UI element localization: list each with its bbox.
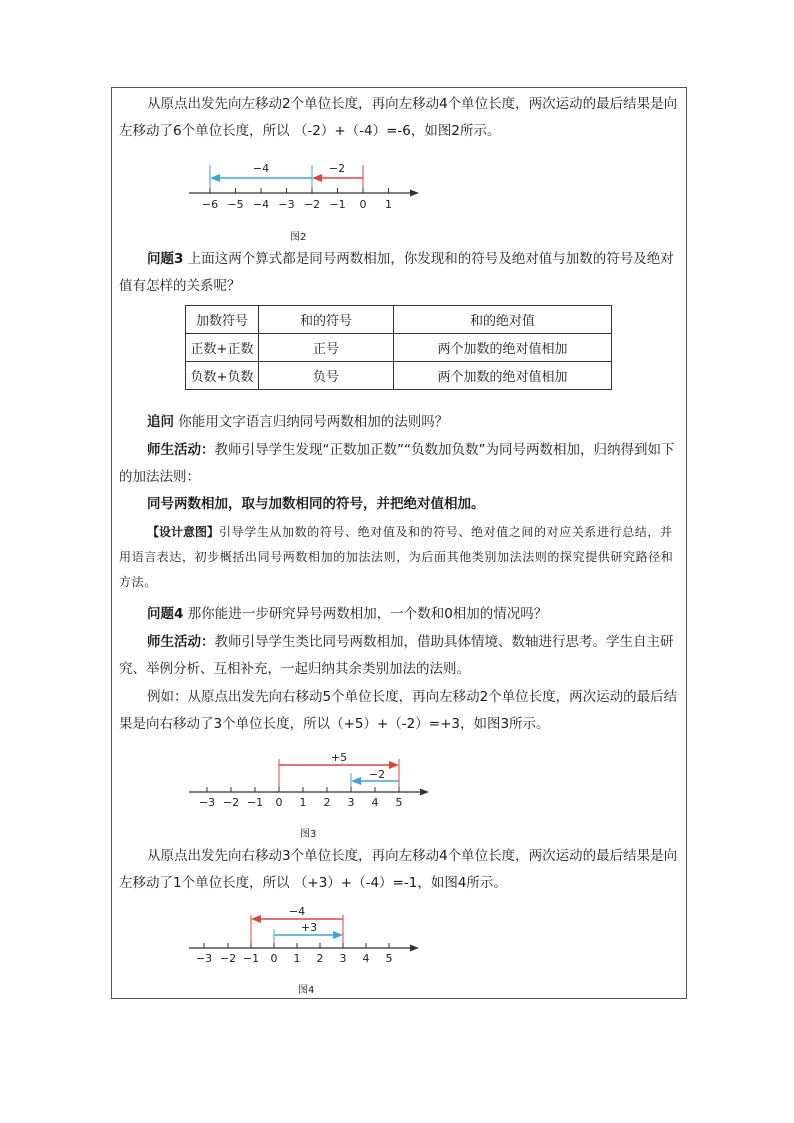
tick-label: 4	[371, 796, 379, 809]
follow-up-label: 追问	[147, 414, 174, 430]
tick-label: 1	[299, 796, 307, 809]
paragraph-fig2-intro: 从原点出发先向左移动2个单位长度，再向左移动4个单位长度，两次运动的最后结果是向左移动了6个单位长度，所以 （-2）+（-4）=-6，如图2所示。	[119, 96, 678, 139]
table-header: 和的绝对值	[394, 306, 612, 334]
activity-2-label: 师生活动：	[147, 634, 215, 650]
arrow-label: −2	[368, 768, 386, 781]
question-4-text: 那你能进一步研究异号两数相加，一个数和0相加的情况吗？	[183, 606, 548, 622]
arrow-minus-4-head	[251, 915, 261, 923]
tick-label: 3	[339, 952, 347, 965]
arrow-label: −4	[252, 162, 270, 175]
axis-arrowhead	[420, 789, 429, 796]
tick-label: 5	[395, 796, 403, 809]
tick-label: −3	[198, 796, 216, 809]
tick-label: 2	[323, 796, 331, 809]
tick-label: 1	[385, 198, 392, 211]
table-cell: 正数+正数	[186, 334, 259, 362]
tick-label: −5	[227, 198, 244, 211]
figure-2-number-line	[185, 152, 425, 217]
design-intent	[119, 520, 679, 595]
tick-label: −3	[195, 952, 213, 965]
figure-3-caption: 图3	[300, 829, 317, 840]
tick-label: 0	[275, 796, 283, 809]
activity-label: 师生活动：	[147, 442, 215, 458]
question-3-label: 问题3	[147, 251, 184, 267]
question-3-text: 上面这两个算式都是同号两数相加，你发现和的符号及绝对值与加数的符号及绝对值有怎样的关系呢？	[119, 251, 674, 294]
arrow-minus-2-head	[351, 777, 361, 785]
teacher-student-activity	[119, 437, 679, 491]
design-intent-label: 【设计意图】	[147, 525, 220, 539]
tick-label: 4	[362, 952, 370, 965]
tick-label: −1	[329, 198, 346, 211]
table-row	[186, 334, 612, 362]
tick-label: −3	[278, 198, 295, 211]
table-row	[186, 362, 612, 390]
arrow-plus-5-head	[389, 761, 399, 769]
question-4	[119, 601, 679, 628]
design-intent-text: 引导学生从加数的符号、绝对值及和的符号、绝对值之间的对应关系进行总结，并用语言表达，初步概括出同号两数相加的加法法则，为后面其他类别加法法则的探究提供研究路径和方法。	[119, 525, 674, 589]
arrow-label: −2	[328, 162, 346, 175]
tick-label: −1	[242, 952, 260, 965]
activity-text: 教师引导学生发现“正数加正数”“负数加负数”为同号两数相加，归纳得到如下的加法法则：	[119, 442, 675, 485]
arrow-label: −4	[288, 905, 306, 918]
follow-up-text: 你能用文字语言归纳同号两数相加的法则吗？	[174, 414, 449, 430]
table-cell: 正号	[259, 334, 394, 362]
tick-label: 0	[270, 952, 278, 965]
question-4-label: 问题4	[147, 606, 184, 622]
question-3	[119, 246, 679, 300]
axis-arrowhead	[410, 190, 419, 197]
tick-label: −2	[222, 796, 240, 809]
addition-rule: 同号两数相加，取与加数相同的符号，并把绝对值相加。	[147, 496, 485, 512]
figure-4-caption: 图4	[298, 985, 315, 996]
table-cell: 两个加数的绝对值相加	[394, 362, 612, 390]
teacher-student-activity-2	[119, 629, 679, 683]
tick-label: 0	[359, 198, 367, 211]
arrow-minus-4-head	[210, 174, 220, 182]
tick-label: −2	[219, 952, 237, 965]
tick-label: 3	[347, 796, 355, 809]
sign-summary-table	[185, 305, 612, 390]
tick-marks	[210, 188, 389, 193]
activity-2-text: 教师引导学生类比同号两数相加，借助具体情境、数轴进行思考。学生自主研究、举例分析、互相补充，一起归纳其余类别加法的法则。	[119, 634, 674, 677]
arrow-label: +3	[300, 921, 318, 934]
tick-label: −2	[303, 198, 321, 211]
axis-arrowhead	[410, 945, 419, 952]
tick-label: 2	[316, 952, 324, 965]
example-paragraph: 例如：从原点出发先向右移动5个单位长度，再向左移动2个单位长度，两次运动的最后结果是向右移动了3个单位长度，所以（+5）+（-2）=+3，如图3所示。	[119, 689, 678, 732]
arrow-label: +5	[330, 751, 348, 764]
table-header: 和的符号	[259, 306, 394, 334]
arrow-plus-3-head	[333, 931, 343, 939]
tick-label: −4	[252, 198, 270, 211]
tick-label: 5	[385, 952, 393, 965]
table-header: 加数符号	[186, 306, 259, 334]
table-header-row	[186, 306, 612, 334]
arrow-minus-2-head	[312, 174, 322, 182]
tick-label: −6	[201, 198, 219, 211]
figure-3-number-line	[185, 745, 435, 810]
table-cell: 两个加数的绝对值相加	[394, 334, 612, 362]
tick-marks	[204, 943, 389, 948]
table-cell: 负数+负数	[186, 362, 259, 390]
follow-up-question	[119, 409, 679, 436]
figure-4-number-line	[185, 903, 435, 968]
figure-2-caption: 图2	[290, 232, 307, 243]
tick-label: −1	[246, 796, 264, 809]
paragraph-fig4-intro: 从原点出发先向右移动3个单位长度，再向左移动4个单位长度，两次运动的最后结果是向左移动了1个单位长度，所以 （+3）+（-4）=-1，如图4所示。	[119, 848, 678, 891]
table-cell: 负号	[259, 362, 394, 390]
tick-label: 1	[293, 952, 301, 965]
tick-marks	[207, 787, 399, 792]
